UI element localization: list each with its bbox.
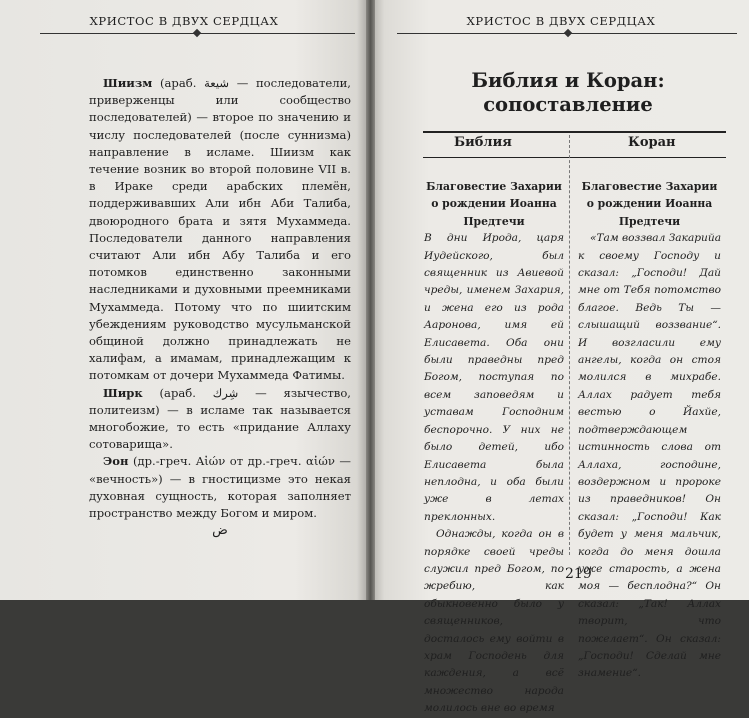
quran-paragraph: «Там воззвал Закарийа к своему Господу и сказал: „Господи! Дай мне от Тебя потомство благое. Ведь Ты — слышащий воззвание“. И возгласили ему ангелы, когда он стоя молился в михрабе. Аллах радует тебя вестью о Йахйе, подтверждающем истинность слова от Аллаха, господине, воздержном и пророке из праведников! Он сказал: „Господи! Как будет у меня мальчик, когда до меня дошла уже старость, а жена моя — бесплодна?“ Он сказал: „Так! Аллах творит, что пожелает“. Он сказал: „Господи! Сделай мне знамение“. (578, 232, 722, 680)
bible-paragraph: Однажды, когда он в порядке своей чреды служил пред Богом, по жребию, как обыкновенно было у священников, досталось ему войти в храм Господень для каждения, а всё множество народа молилось вне во время (424, 528, 564, 715)
right-running-head: ХРИСТОС В ДВУХ СЕРДЦАХ (466, 14, 656, 28)
glossary-term: Эон (103, 454, 129, 469)
end-ornament: ﺽ (212, 523, 228, 539)
glossary-entry-eon (89, 453, 351, 522)
quran-column (578, 178, 721, 683)
glossary-text (89, 75, 351, 539)
glossary-definition: (араб. شِرك — язычество, политеизм) — в исламе так называется многобожие, то есть «придание Аллаху сотоварища». (89, 385, 351, 452)
bible-column (424, 178, 564, 718)
table-top-rule (423, 131, 726, 133)
column-separator (569, 135, 570, 555)
bible-section-heading: Благовестие Захарии о рождении Иоанна Предтечи (426, 180, 562, 228)
chapter-title-line-2: сопоставление (483, 93, 653, 116)
table-header-rule (423, 157, 726, 158)
column-header-bible: Библия (454, 135, 512, 150)
chapter-title-line-1: Библия и Коран: (471, 69, 665, 92)
glossary-entry-shiism (89, 75, 351, 385)
page-number: 219 (565, 566, 592, 582)
glossary-entry-shirk (89, 385, 351, 454)
glossary-definition: (др.-греч. Αἰών от др.-греч. αἰών — «вечность») — в гностицизме это некая духовная сущность, которая заполняет пространство между Богом и миром. (89, 454, 351, 521)
glossary-definition: (араб. شيعة — последователи, приверженцы или сообщество последователей) — второе по значению и числу последователей (после суннизма) направление в исламе. Шиизм как течение возник во второй половине VII в. в Ираке среди арабских племён, поддерживавших Али ибн Аби Талиба, двоюродного брата и зятя Мухаммеда. Последователи данного направления считают Али ибн Абу Талиба и его потомков единственно законными наследниками и духовными преемниками Мухаммеда. Потому что по шиитским убеждениям руководство мусульманской общиной должно принадлежать не халифам, а имамам, принадлежащим к потомкам от дочери Мухаммеда Фатимы. (89, 76, 351, 383)
bible-paragraph: В дни Ирода, царя Иудейского, был священник из Авиевой чреды, именем Захария, и жена его из рода Ааронова, имя ей Елисавета. Оба они были праведны пред Богом, поступая по всем заповедям и уставам Господним беспорочно. У них не было детей, ибо Елисавета была неплодна, и оба были уже в летах преклонных. (424, 232, 564, 523)
glossary-term: Ширк (103, 385, 143, 400)
glossary-term: Шиизм (103, 76, 153, 90)
quran-section-heading: Благовестие Захарии о рождении Иоанна Предтечи (581, 180, 718, 228)
left-running-head: ХРИСТОС В ДВУХ СЕРДЦАХ (89, 14, 279, 28)
column-header-quran: Коран (628, 135, 676, 150)
chapter-title (398, 69, 738, 117)
book-gutter (366, 0, 375, 600)
